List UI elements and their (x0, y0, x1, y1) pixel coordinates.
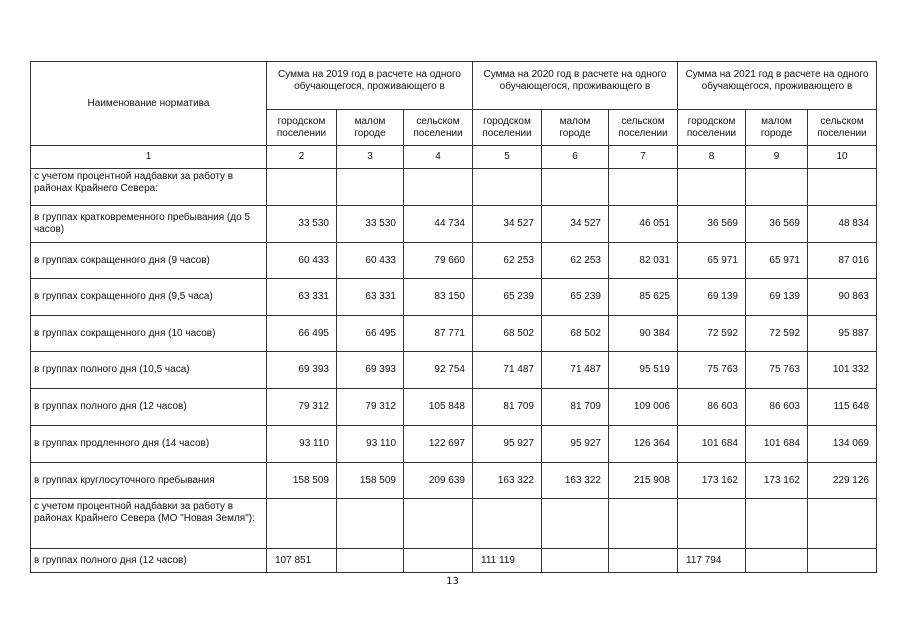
column-number: 3 (337, 146, 404, 169)
value-cell (404, 499, 473, 549)
column-number: 2 (267, 146, 337, 169)
value-cell: 134 069 (808, 426, 877, 463)
column-number: 4 (404, 146, 473, 169)
value-cell (473, 499, 542, 549)
value-cell: 85 625 (609, 279, 678, 316)
table-row (31, 352, 877, 389)
column-number: 7 (609, 146, 678, 169)
column-number: 5 (473, 146, 542, 169)
value-cell: 173 162 (678, 463, 746, 499)
value-cell (808, 499, 877, 549)
value-cell: 105 848 (404, 389, 473, 426)
value-cell: 95 927 (542, 426, 609, 463)
value-cell (542, 169, 609, 206)
table-row (31, 316, 877, 352)
value-cell: 75 763 (678, 352, 746, 389)
column-number: 10 (808, 146, 877, 169)
table-row (31, 243, 877, 279)
value-cell: 81 709 (542, 389, 609, 426)
value-cell: 209 639 (404, 463, 473, 499)
value-cell (404, 549, 473, 573)
value-cell: 65 971 (746, 243, 808, 279)
value-cell: 101 684 (746, 426, 808, 463)
value-cell: 173 162 (746, 463, 808, 499)
value-cell: 36 569 (746, 206, 808, 243)
value-cell: 79 312 (267, 389, 337, 426)
norms-table (30, 61, 877, 573)
value-cell: 79 312 (337, 389, 404, 426)
value-cell (542, 499, 609, 549)
column-number: 9 (746, 146, 808, 169)
value-cell (678, 169, 746, 206)
value-cell (746, 549, 808, 573)
value-cell: 95 887 (808, 316, 877, 352)
value-cell (609, 169, 678, 206)
value-cell: 93 110 (337, 426, 404, 463)
value-cell: 63 331 (337, 279, 404, 316)
header-sub-urban: городском поселении (473, 110, 542, 146)
value-cell: 34 527 (542, 206, 609, 243)
value-cell: 68 502 (473, 316, 542, 352)
row-label: в группах продленного дня (14 часов) (31, 426, 267, 463)
value-cell: 66 495 (267, 316, 337, 352)
table-row (31, 206, 877, 243)
row-label: в группах кратковременного пребывания (до 5 часов) (31, 206, 267, 243)
value-cell: 158 509 (267, 463, 337, 499)
table-row (31, 499, 877, 549)
value-cell (808, 169, 877, 206)
value-cell (678, 499, 746, 549)
value-cell (337, 499, 404, 549)
value-cell: 101 684 (678, 426, 746, 463)
value-cell: 69 393 (337, 352, 404, 389)
row-label: с учетом процентной надбавки за работу в районах Крайнего Севера: (31, 169, 267, 206)
value-cell: 86 603 (678, 389, 746, 426)
header-sub-small-town: малом городе (337, 110, 404, 146)
value-cell: 126 364 (609, 426, 678, 463)
value-cell: 66 495 (337, 316, 404, 352)
value-cell: 62 253 (473, 243, 542, 279)
header-sub-small-town: малом городе (746, 110, 808, 146)
value-cell (746, 169, 808, 206)
value-cell: 36 569 (678, 206, 746, 243)
value-cell: 79 660 (404, 243, 473, 279)
value-cell: 33 530 (337, 206, 404, 243)
value-cell: 95 927 (473, 426, 542, 463)
value-cell: 68 502 (542, 316, 609, 352)
table-header (31, 62, 877, 169)
header-sub-small-town: малом городе (542, 110, 609, 146)
value-cell (808, 549, 877, 573)
page-number: 13 (446, 576, 459, 587)
value-cell (542, 549, 609, 573)
column-number: 8 (678, 146, 746, 169)
value-cell: 109 006 (609, 389, 678, 426)
table-row (31, 549, 877, 573)
value-cell: 48 834 (808, 206, 877, 243)
value-cell: 215 908 (609, 463, 678, 499)
value-cell: 65 239 (473, 279, 542, 316)
value-cell: 115 648 (808, 389, 877, 426)
value-cell: 82 031 (609, 243, 678, 279)
header-sub-rural: сельском поселении (404, 110, 473, 146)
value-cell: 34 527 (473, 206, 542, 243)
value-cell: 90 384 (609, 316, 678, 352)
header-sub-urban: городском поселении (678, 110, 746, 146)
value-cell: 44 734 (404, 206, 473, 243)
value-cell: 60 433 (337, 243, 404, 279)
column-number: 1 (31, 146, 267, 169)
value-cell: 163 322 (473, 463, 542, 499)
value-cell (609, 499, 678, 549)
value-cell: 83 150 (404, 279, 473, 316)
value-cell: 111 119 (473, 549, 542, 573)
header-sub-rural: сельском поселении (609, 110, 678, 146)
value-cell (337, 549, 404, 573)
value-cell: 229 126 (808, 463, 877, 499)
value-cell: 69 139 (746, 279, 808, 316)
value-cell: 33 530 (267, 206, 337, 243)
value-cell: 72 592 (746, 316, 808, 352)
value-cell: 86 603 (746, 389, 808, 426)
header-sub-urban: городском поселении (267, 110, 337, 146)
value-cell (746, 499, 808, 549)
value-cell (337, 169, 404, 206)
value-cell: 101 332 (808, 352, 877, 389)
value-cell: 158 509 (337, 463, 404, 499)
value-cell: 90 863 (808, 279, 877, 316)
value-cell (473, 169, 542, 206)
row-label: в группах полного дня (12 часов) (31, 549, 267, 573)
value-cell: 69 139 (678, 279, 746, 316)
row-label: в группах сокращенного дня (10 часов) (31, 316, 267, 352)
value-cell: 69 393 (267, 352, 337, 389)
header-year-2019: Сумма на 2019 год в расчете на одного обучающегося, проживающего в (267, 62, 473, 110)
value-cell: 46 051 (609, 206, 678, 243)
value-cell: 117 794 (678, 549, 746, 573)
value-cell: 71 487 (473, 352, 542, 389)
column-number: 6 (542, 146, 609, 169)
row-label: с учетом процентной надбавки за работу в районах Крайнего Севера (МО "Новая Земля"): (31, 499, 267, 549)
table-row (31, 389, 877, 426)
table-body (31, 169, 877, 573)
value-cell (267, 499, 337, 549)
row-label: в группах полного дня (12 часов) (31, 389, 267, 426)
table-row (31, 426, 877, 463)
header-year-2020: Сумма на 2020 год в расчете на одного обучающегося, проживающего в (473, 62, 678, 110)
value-cell: 65 239 (542, 279, 609, 316)
value-cell: 62 253 (542, 243, 609, 279)
value-cell: 81 709 (473, 389, 542, 426)
value-cell: 163 322 (542, 463, 609, 499)
row-label: в группах сокращенного дня (9,5 часа) (31, 279, 267, 316)
table-row (31, 279, 877, 316)
value-cell: 95 519 (609, 352, 678, 389)
row-label: в группах полного дня (10,5 часа) (31, 352, 267, 389)
header-name-column: Наименование норматива (31, 62, 267, 146)
table-row (31, 169, 877, 206)
value-cell: 122 697 (404, 426, 473, 463)
value-cell: 92 754 (404, 352, 473, 389)
value-cell: 107 851 (267, 549, 337, 573)
row-label: в группах круглосуточного пребывания (31, 463, 267, 499)
value-cell (404, 169, 473, 206)
value-cell: 87 016 (808, 243, 877, 279)
table-row (31, 463, 877, 499)
value-cell: 72 592 (678, 316, 746, 352)
header-year-2021: Сумма на 2021 год в расчете на одного обучающегося, проживающего в (678, 62, 877, 110)
value-cell: 93 110 (267, 426, 337, 463)
value-cell: 75 763 (746, 352, 808, 389)
value-cell: 65 971 (678, 243, 746, 279)
value-cell: 87 771 (404, 316, 473, 352)
value-cell: 60 433 (267, 243, 337, 279)
column-number-row (31, 146, 877, 169)
value-cell: 63 331 (267, 279, 337, 316)
header-sub-rural: сельском поселении (808, 110, 877, 146)
value-cell (267, 169, 337, 206)
value-cell: 71 487 (542, 352, 609, 389)
row-label: в группах сокращенного дня (9 часов) (31, 243, 267, 279)
value-cell (609, 549, 678, 573)
